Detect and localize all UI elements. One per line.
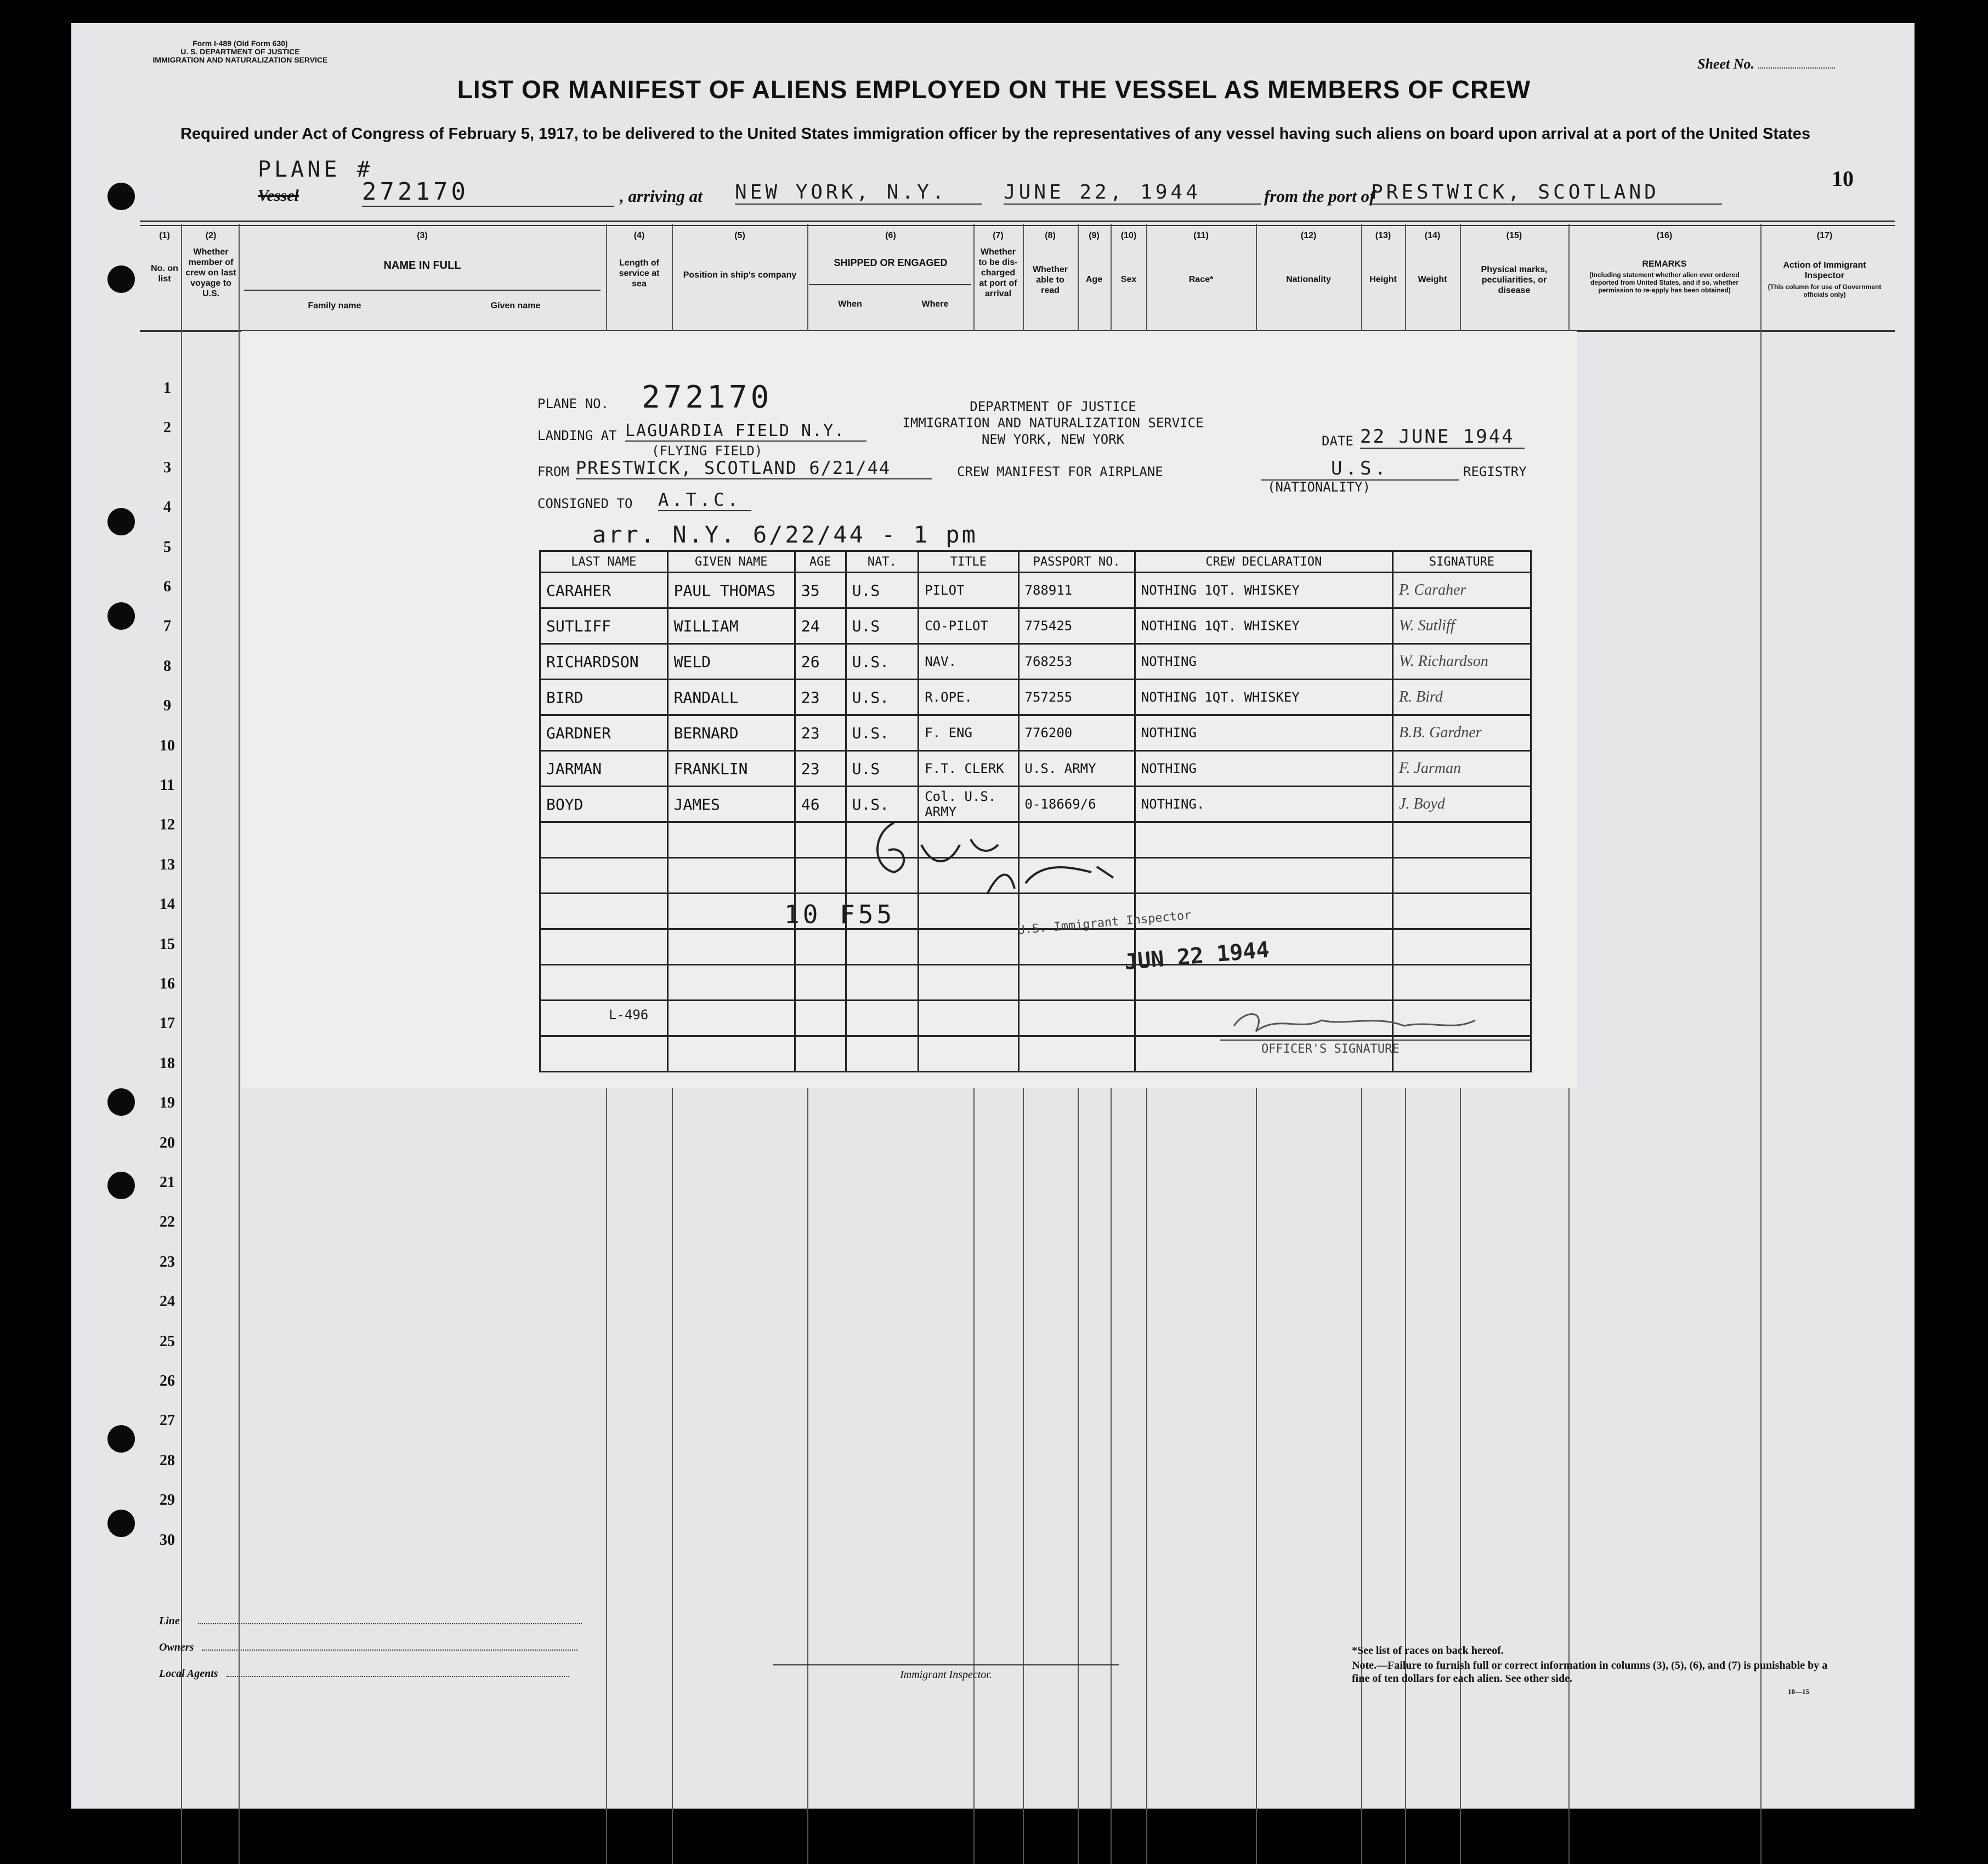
crew-title: NAV. [919, 644, 1018, 680]
row-number: 27 [160, 1412, 175, 1430]
crew-age: 23 [795, 715, 846, 751]
row-number: 26 [160, 1372, 175, 1389]
col-17-label: Action of Immigrant Inspector [1783, 261, 1866, 280]
crew-header-last: LAST NAME [540, 551, 668, 573]
arriving-date: JUNE 22, 1944 [1004, 181, 1261, 205]
col-17-note: (This column for use of Government officials only) [1768, 283, 1882, 298]
col-2-label: Whether member of crew on last voyage to U.S. [185, 247, 236, 298]
crew-row [540, 644, 1531, 680]
col-6-num: (6) [885, 231, 896, 240]
crew-passport: 788911 [1018, 573, 1135, 608]
crew-given-name: PAUL THOMAS [667, 573, 795, 608]
inspector-initials [861, 812, 1190, 905]
crew-title: Col. U.S. ARMY [919, 787, 1018, 822]
crew-row-empty [540, 965, 1531, 1001]
row-number: 28 [160, 1451, 175, 1469]
col-3-label: NAME IN FULL [383, 259, 461, 272]
crew-declaration: NOTHING 1QT. WHISKEY [1135, 608, 1392, 644]
row-number: 22 [160, 1213, 175, 1231]
races-note: *See list of races on back hereof. [1352, 1645, 1504, 1657]
punch-hole [107, 1088, 135, 1116]
service-name: IMMIGRATION AND NATURALIZATION SERVICE [152, 55, 328, 64]
crew-table [539, 550, 1532, 1072]
col-2-num: (2) [205, 231, 217, 240]
row-number: 14 [160, 896, 175, 913]
vessel-hand-label: PLANE # [258, 157, 373, 182]
crew-given-name: BERNARD [667, 715, 795, 751]
from-port: PRESTWICK, SCOTLAND [1371, 181, 1722, 205]
crew-last-name: BOYD [540, 787, 668, 822]
crew-declaration: NOTHING [1135, 644, 1392, 680]
crew-nationality: U.S [846, 573, 919, 608]
crew-age: 24 [795, 608, 846, 644]
crew-row [540, 608, 1531, 644]
row-number: 16 [160, 975, 175, 992]
card-count-note: 10 F55 [784, 900, 896, 929]
crew-header-nat: NAT. [846, 551, 919, 573]
col-7-num: (7) [993, 231, 1004, 240]
row-number: 13 [160, 856, 175, 873]
crew-given-name: JAMES [667, 787, 795, 822]
footer-agents-label: Local Agents [159, 1668, 218, 1680]
col-5-num: (5) [734, 231, 745, 240]
col-17-num: (17) [1816, 231, 1833, 240]
col-5-label: Position in ship's company [683, 270, 797, 280]
card-form-code: L-496 [609, 1007, 649, 1023]
officer-signature [1223, 1004, 1486, 1042]
punch-hole [107, 508, 135, 535]
crew-given-name: WILLIAM [667, 608, 795, 644]
card-flying-field: (FLYING FIELD) [652, 443, 763, 459]
card-date-label: DATE [1322, 433, 1353, 449]
row-number: 21 [160, 1174, 175, 1191]
crew-passport: U.S. ARMY [1018, 751, 1135, 787]
footer-code: 10—15 [1788, 1687, 1809, 1696]
crew-given-name: WELD [667, 644, 795, 680]
crew-age: 23 [795, 751, 846, 787]
crew-title: CO-PILOT [919, 608, 1018, 644]
col-15-num: (15) [1506, 231, 1522, 240]
row-number: 18 [160, 1054, 175, 1072]
crew-header-age: AGE [795, 551, 846, 573]
card-nationality-label: (NATIONALITY) [1267, 479, 1370, 495]
card-consigned-label: CONSIGNED TO [537, 496, 633, 511]
crew-passport: 776200 [1018, 715, 1135, 751]
col-6-when: When [838, 300, 862, 309]
crew-passport: 768253 [1018, 644, 1135, 680]
card-service: IMMIGRATION AND NATURALIZATION SERVICE [902, 415, 1204, 431]
crew-last-name: SUTLIFF [540, 608, 668, 644]
sheet-no [1697, 56, 1835, 72]
row-number: 1 [163, 380, 171, 397]
col-4-num: (4) [633, 231, 645, 240]
crew-row [540, 573, 1531, 608]
col-14-label: Weight [1418, 275, 1447, 284]
punch-hole [107, 183, 135, 210]
card-crew-manifest: CREW MANIFEST FOR AIRPLANE [957, 464, 1163, 479]
crew-signature: J. Boyd [1392, 787, 1531, 822]
row-number: 7 [163, 618, 171, 635]
crew-signature: W. Sutliff [1392, 608, 1531, 644]
col-14-num: (14) [1424, 231, 1441, 240]
page-number: 10 [1832, 166, 1854, 191]
col-3-family: Family name [308, 301, 361, 310]
row-number: 3 [163, 459, 171, 476]
immigrant-inspector-label: Immigrant Inspector. [900, 1669, 992, 1681]
col-6-label: SHIPPED OR ENGAGED [834, 257, 948, 268]
crew-declaration: NOTHING 1QT. WHISKEY [1135, 573, 1392, 608]
crew-declaration: NOTHING [1135, 751, 1392, 787]
crew-age: 26 [795, 644, 846, 680]
row-number: 10 [160, 737, 175, 754]
crew-header-title: TITLE [919, 551, 1018, 573]
col-9-num: (9) [1089, 231, 1100, 240]
footer-agents [159, 1668, 569, 1680]
col-13-num: (13) [1375, 231, 1391, 240]
punch-hole [107, 1172, 135, 1199]
crew-nationality: U.S [846, 608, 919, 644]
punch-hole [107, 1425, 135, 1453]
crew-title: F.T. CLERK [919, 751, 1018, 787]
footer-owners-label: Owners [159, 1641, 194, 1653]
crew-row [540, 751, 1531, 787]
card-consigned-value: A.T.C. [658, 489, 751, 511]
crew-passport: 0-18669/6 [1018, 787, 1135, 822]
crew-nationality: U.S. [846, 787, 919, 822]
col-10-label: Sex [1120, 275, 1137, 284]
col-16-label: REMARKS [1642, 259, 1687, 269]
crew-nationality: U.S. [846, 715, 919, 751]
col-16-note: (Including statement whether alien ever ordered deported from United States, and if so, whether permission to re-apply has been obtained) [1589, 271, 1740, 294]
col-15-label: Physical marks, peculiarities, or disease [1481, 265, 1548, 295]
crew-signature: B.B. Gardner [1392, 715, 1531, 751]
card-landing-value: LAGUARDIA FIELD N.Y. [625, 421, 866, 442]
crew-title: R.OPE. [919, 680, 1018, 715]
row-number: 19 [160, 1094, 175, 1112]
row-number: 5 [163, 538, 171, 556]
crew-nationality: U.S. [846, 680, 919, 715]
card-from-label: FROM [537, 464, 569, 479]
crew-title: PILOT [919, 573, 1018, 608]
crew-last-name: BIRD [540, 680, 668, 715]
col-10-num: (10) [1120, 231, 1137, 240]
card-from-value: PRESTWICK, SCOTLAND 6/21/44 [576, 457, 932, 479]
card-city: NEW YORK, NEW YORK [981, 432, 1125, 447]
stamp-date: JUN 22 1944 [1123, 937, 1271, 975]
col-11-num: (11) [1193, 231, 1209, 240]
card-plane-value: 272170 [642, 380, 773, 415]
punch-hole [107, 1510, 135, 1537]
crew-signature: F. Jarman [1392, 751, 1531, 787]
crew-header-signature: SIGNATURE [1392, 551, 1531, 573]
page-title: LIST OR MANIFEST OF ALIENS EMPLOYED ON THE VESSEL AS MEMBERS OF CREW [457, 75, 1531, 104]
card-landing-label: LANDING AT [537, 428, 617, 443]
col-3-num: (3) [417, 231, 428, 240]
col-13-label: Height [1369, 275, 1397, 284]
col-12-label: Nationality [1286, 275, 1331, 284]
card-arrival-note: arr. N.Y. 6/22/44 - 1 pm [592, 521, 978, 548]
row-number: 4 [163, 499, 171, 516]
row-number: 24 [160, 1293, 175, 1311]
crew-passport: 757255 [1018, 680, 1135, 715]
col-9-label: Age [1085, 275, 1103, 284]
col-16-num: (16) [1656, 231, 1673, 240]
row-number: 29 [160, 1492, 175, 1509]
row-number: 11 [160, 777, 175, 794]
crew-last-name: JARMAN [540, 751, 668, 787]
crew-table-header [540, 551, 1531, 573]
fine-note: Note.—Failure to furnish full or correct information in columns (3), (5), (6), and (7) is punishable by a fine of ten dollars for each alien. See other side. [1352, 1659, 1828, 1685]
crew-last-name: RICHARDSON [540, 644, 668, 680]
col-6-where: Where [921, 300, 949, 309]
col-1-num: (1) [159, 231, 170, 240]
row-number: 17 [160, 1015, 175, 1032]
col-4-label: Length of service at sea [619, 258, 660, 289]
crew-signature: R. Bird [1392, 680, 1531, 715]
crew-signature: W. Richardson [1392, 644, 1531, 680]
crew-header-passport: PASSPORT NO. [1018, 551, 1135, 573]
card-agency [888, 398, 1217, 448]
crew-nationality: U.S. [846, 644, 919, 680]
col-7-label: Whether to be dis-charged at port of arrival [978, 247, 1018, 298]
crew-age: 35 [795, 573, 846, 608]
header-rule [140, 221, 1895, 222]
col-12-num: (12) [1300, 231, 1317, 240]
page-subtitle: Required under Act of Congress of February 5, 1917, to be delivered to the United States immigration officer by the representatives of any vessel having such aliens on board upon arrival at a port of the United States [180, 125, 1811, 143]
card-date-value: 22 JUNE 1944 [1360, 426, 1525, 449]
col-1-label: No. on list [151, 264, 178, 284]
crew-row [540, 680, 1531, 715]
stamp-inspector: U.S. Immigrant Inspector [1017, 908, 1192, 937]
form-id [141, 39, 339, 64]
footer-line [159, 1615, 582, 1628]
row-number: 23 [160, 1253, 175, 1270]
col-8-label: Whether able to read [1033, 265, 1068, 295]
card-nationality-value: U.S. [1261, 457, 1459, 481]
punch-hole [107, 266, 135, 293]
col-8-num: (8) [1045, 231, 1056, 240]
footer-owners [159, 1641, 577, 1654]
crew-given-name: RANDALL [667, 680, 795, 715]
col-11-label: Race* [1188, 275, 1214, 284]
card-registry-label: REGISTRY [1463, 464, 1527, 479]
officer-signature-caption: OFFICER'S SIGNATURE [1261, 1042, 1400, 1056]
crew-declaration: NOTHING 1QT. WHISKEY [1135, 680, 1392, 715]
crew-given-name: FRANKLIN [667, 751, 795, 787]
crew-signature: P. Caraher [1392, 573, 1531, 608]
agency-name: U. S. DEPARTMENT OF JUSTICE [180, 47, 300, 56]
sheet-no-label: Sheet No. [1697, 56, 1754, 72]
row-number: 2 [163, 419, 171, 437]
crew-nationality: U.S [846, 751, 919, 787]
row-number: 25 [160, 1332, 175, 1350]
row-number: 12 [160, 816, 175, 834]
header-rule [140, 225, 1895, 226]
crew-row [540, 715, 1531, 751]
arriving-place: NEW YORK, N.Y. [735, 181, 982, 205]
row-number: 8 [163, 657, 171, 675]
crew-last-name: CARAHER [540, 573, 668, 608]
vessel-printed-label: Vessel [258, 187, 299, 205]
row-number: 15 [160, 935, 175, 953]
crew-header-declaration: CREW DECLARATION [1135, 551, 1392, 573]
footer-line-label: Line [159, 1615, 180, 1627]
vessel-number: 272170 [362, 178, 614, 207]
from-port-label: from the port of [1264, 187, 1375, 206]
row-number: 9 [163, 697, 171, 715]
crew-declaration: NOTHING. [1135, 787, 1392, 822]
card-plane-label: PLANE NO. [537, 396, 609, 411]
col-3-given: Given name [490, 301, 541, 310]
crew-header-given: GIVEN NAME [667, 551, 795, 573]
crew-age: 46 [795, 787, 846, 822]
row-number: 6 [163, 578, 171, 595]
arriving-label: , arriving at [620, 187, 703, 206]
row-number: 20 [160, 1134, 175, 1151]
crew-title: F. ENG [919, 715, 1018, 751]
crew-declaration: NOTHING [1135, 715, 1392, 751]
card-dept: DEPARTMENT OF JUSTICE [970, 399, 1136, 414]
punch-hole [107, 602, 135, 630]
row-number: 30 [160, 1531, 175, 1549]
crew-passport: 775425 [1018, 608, 1135, 644]
crew-age: 23 [795, 680, 846, 715]
crew-last-name: GARDNER [540, 715, 668, 751]
form-number: Form I-489 (Old Form 630) [192, 39, 288, 48]
